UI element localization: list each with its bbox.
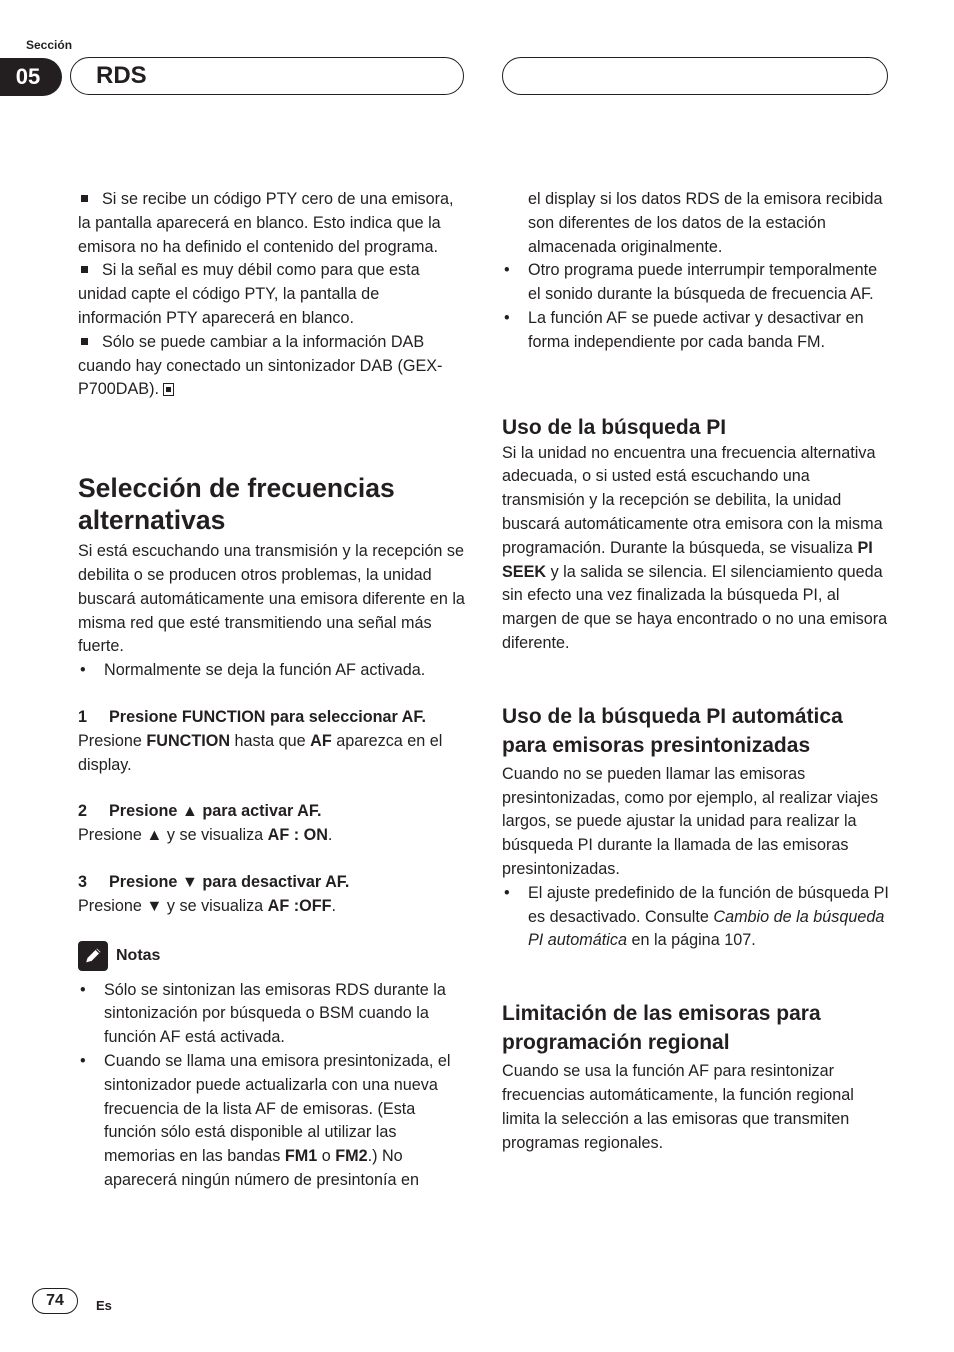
step-1-title: 1 Presione FUNCTION para seleccionar AF. [78,707,426,726]
square-item: Sólo se puede cambiar a la información DAB cuando hay conectado un sintonizador DAB (GEX-P700DAB). [78,332,443,399]
page-number: 74 [32,1288,78,1314]
list-item: • La función AF se puede activar y desactivar en forma independiente por cada banda FM. [504,308,864,351]
pencil-note-icon [78,941,108,971]
bullet-dot-icon: • [504,261,510,280]
right-column [502,188,890,1155]
regional-paragraph: Cuando se usa la función AF para resintonizar frecuencias automáticamente, la función regional limita la selección a las emisoras que transmiten programas regionales. [502,1062,854,1152]
step-3-title: 3 Presione ▼ para desactivar AF. [78,872,350,891]
square-bullet-icon [81,195,88,202]
auto-pi-paragraph: Cuando no se pueden llamar las emisoras presintonizadas, como por ejemplo, al realizar viajes largos, se puede ajustar la unidad para realizar la búsqueda PI durante la llamada de las emisoras presintonizadas. [502,764,879,878]
end-mark-icon [163,383,174,396]
bullet-dot-icon: • [504,883,510,902]
bullet-dot-icon: • [80,661,86,680]
bullet-dot-icon: • [504,308,510,327]
auto-pi-title: Uso de la búsqueda PI automática para emisoras presintonizadas [502,704,843,757]
square-bullet-icon [81,338,88,345]
header-right-frame [502,57,888,95]
step-3-text: Presione ▼ y se visualiza AF :OFF. [78,896,337,915]
section-label: Sección [26,38,73,52]
left-column [78,188,466,1193]
pi-search-title: Uso de la búsqueda PI [502,415,727,439]
step-2-text: Presione ▲ y se visualiza AF : ON. [78,826,333,845]
step-1-text: Presione FUNCTION hasta que AF aparezca en el display. [78,731,443,774]
intro-paragraph: Si está escuchando una transmisión y la recepción se debilita o se producen otros problemas, la unidad buscará automáticamente una emisora diferente en la misma red que esté transmitiendo una señal más fuerte. [78,542,465,656]
bullet-dot-icon: • [80,1051,86,1070]
square-bullet-icon [81,266,88,273]
square-item: Si la señal es muy débil como para que esta unidad capte el código PTY, la pantalla de información PTY aparecerá en blanco. [78,261,420,327]
regional-title: Limitación de las emisoras para programación regional [502,1002,821,1055]
bullet-dot-icon: • [80,980,86,999]
note-item: • Cuando se llama una emisora presintonizada, el sintonizador puede actualizarla con una nueva frecuencia de la lista AF de emisoras. (Esta función sólo está disponible al utilizar las memorias en las bandas FM1 o FM2.) No aparecerá ningún número de presintonía en [80,1051,451,1189]
list-item: • El ajuste predefinido de la función de búsqueda PI es desactivado. Consulte Cambio de la búsqueda PI automática en la página 107. [504,883,889,950]
list-item: • Otro programa puede interrumpir temporalmente el sonido durante la búsqueda de frecuencia AF. [504,261,878,304]
pi-search-paragraph: Si la unidad no encuentra una frecuencia alternativa adecuada, o si usted está escuchando una transmisión y la recepción se debilita, la unidad buscará automáticamente otra emisora con la misma programación. Durante la búsqueda, se visualiza PI SEEK y la salida se silencia. El silenciamiento queda sin efecto una vez finalizada la búsqueda PI, al margen de que se haya encontrado o no una emisora diferente. [502,443,888,652]
continuation-text: el display si los datos RDS de la emisora recibida son diferentes de los datos de la estación almacenada originalmente. [528,190,883,256]
section-number-badge: 05 [0,58,62,96]
section-title: Selección de frecuencias alternativas [78,473,395,536]
chapter-title: RDS [96,62,147,89]
notes-label: Notas [116,946,161,964]
step-2-title: 2 Presione ▲ para activar AF. [78,802,322,821]
square-item: Si se recibe un código PTY cero de una emisora, la pantalla aparecerá en blanco. Esto indica que la emisora no ha definido el contenido del programa. [78,190,454,256]
notes-header [78,939,466,973]
language-code: Es [96,1298,112,1313]
note-item: • Sólo se sintonizan las emisoras RDS durante la sintonización por búsqueda o BSM cuando la función AF está activada. [80,980,446,1047]
list-item: • Normalmente se deja la función AF activada. [78,659,466,683]
